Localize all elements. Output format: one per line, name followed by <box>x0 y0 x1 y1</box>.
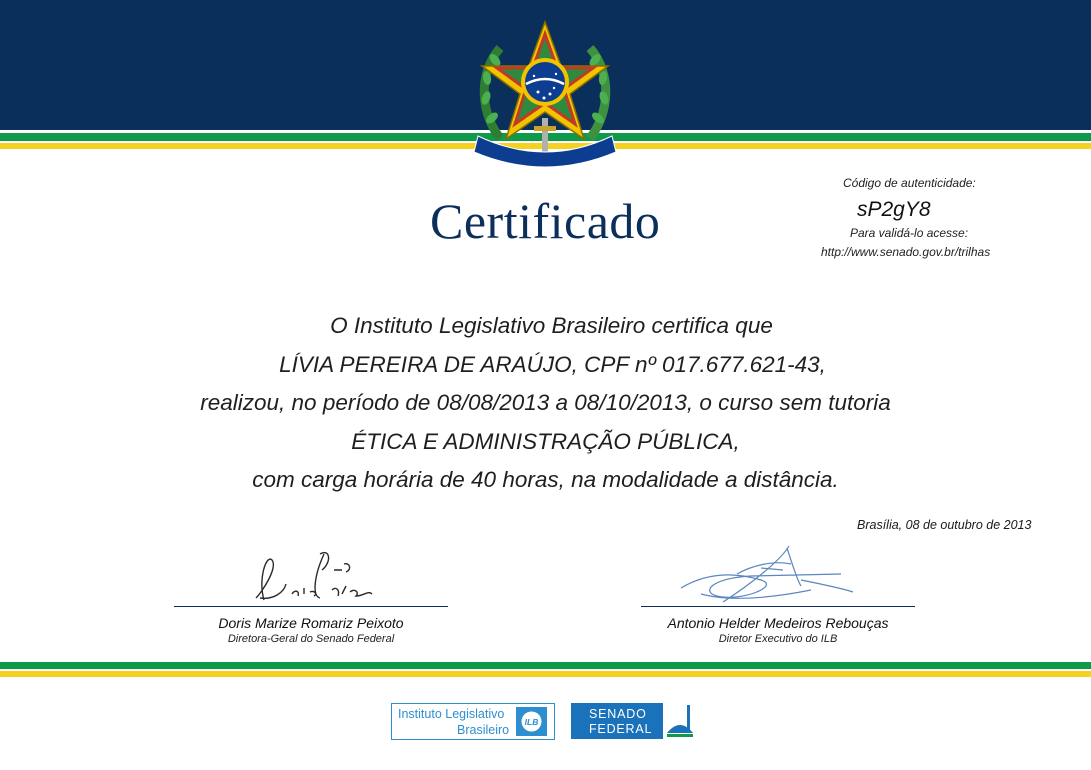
body-line-1: O Instituto Legislativo Brasileiro certifica que <box>330 313 773 338</box>
ilb-badge-icon <box>516 707 547 736</box>
body-line-3: realizou, no período de 08/08/2013 a 08/10/2013, o curso sem tutoria <box>200 390 891 415</box>
validate-url-link[interactable]: http://www.senado.gov.br/trilhas <box>821 245 991 259</box>
ilb-badge-text: ILB <box>524 717 539 727</box>
authenticity-code: sP2gY8 <box>857 198 931 221</box>
issue-date: Brasília, 08 de outubro de 2013 <box>857 518 1032 532</box>
signatory-role-left: Diretora-Geral do Senado Federal <box>227 633 395 645</box>
senado-logo-line2: FEDERAL <box>589 722 653 736</box>
body-line-2: LÍVIA PEREIRA DE ARAÚJO, CPF nº 017.677.621-43, <box>279 351 826 377</box>
footer-stripe-green <box>0 662 1091 669</box>
signature-line-right <box>641 606 915 607</box>
footer-stripe-yellow <box>0 671 1091 677</box>
certificate-title: Certificado <box>430 193 661 249</box>
ilb-logo <box>391 703 555 740</box>
ilb-logo-line1: Instituto Legislativo <box>398 707 505 721</box>
senado-logo-line1: SENADO <box>589 707 647 721</box>
certificate-body <box>0 307 1091 500</box>
senado-dome-icon <box>663 703 697 739</box>
body-line-5: com carga horária de 40 horas, na modalidade a distância. <box>252 467 839 492</box>
body-line-4: ÉTICA E ADMINISTRAÇÃO PÚBLICA, <box>351 428 740 454</box>
signatory-name-right: Antonio Helder Medeiros Rebouças <box>667 615 889 631</box>
coat-of-arms-icon <box>470 18 620 173</box>
authenticity-label: Código de autenticidade: <box>843 176 976 190</box>
ilb-logo-line2: Brasileiro <box>457 723 510 737</box>
handwritten-signature-icon <box>641 540 915 606</box>
signatory-role-right: Diretor Executivo do ILB <box>718 633 838 645</box>
signature-line-left <box>174 606 448 607</box>
validate-label: Para validá-lo acesse: <box>850 226 969 240</box>
senado-federal-logo <box>571 703 697 739</box>
handwritten-signature-icon <box>174 540 448 606</box>
signatory-name-left: Doris Marize Romariz Peixoto <box>218 615 404 631</box>
